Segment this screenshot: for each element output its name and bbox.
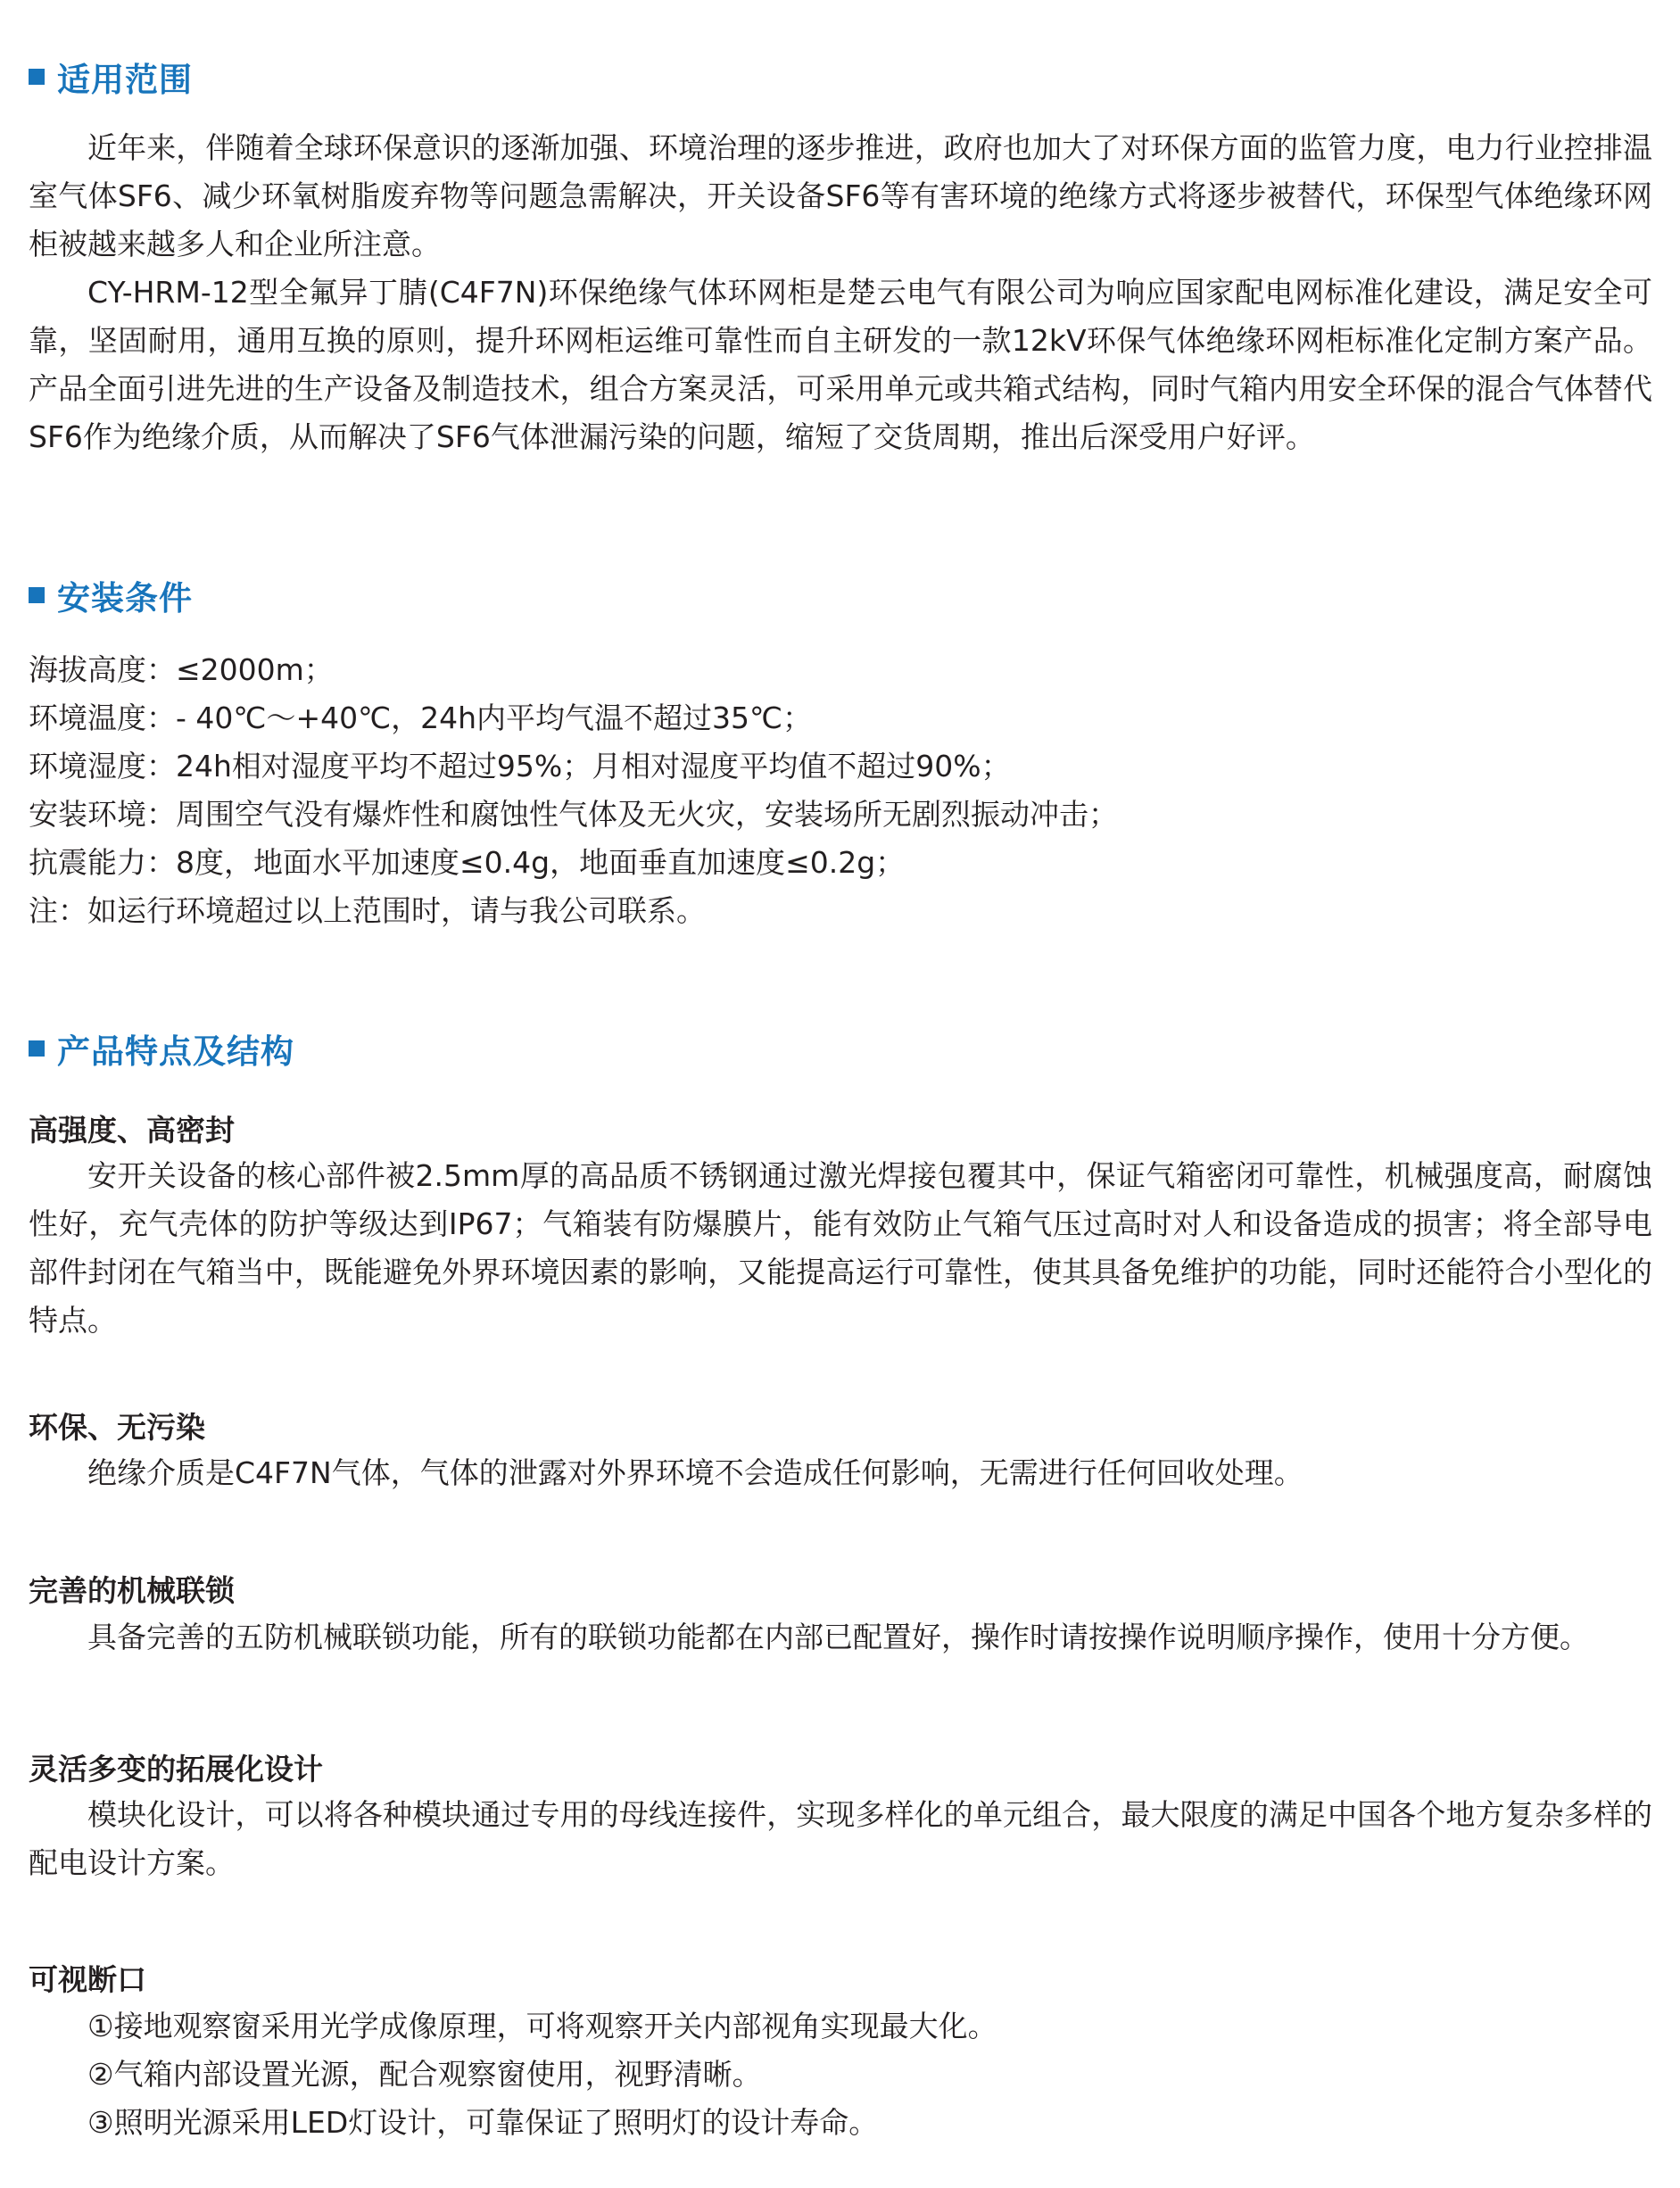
section-heading-install [29,568,193,622]
section-heading-text: 产品特点及结构 [57,1032,294,1071]
feature-body [29,1791,1652,1887]
feature-list-line: ②气箱内部设置光源，配合观察窗使用，视野清晰。 [87,2057,762,2092]
square-bullet-icon [29,1040,45,1057]
feature-body [29,2002,1652,2147]
install-condition-line: 环境温度：- 40℃～+40℃，24h内平均气温不超过35℃； [29,700,813,735]
feature-title: 环保、无污染 [29,1410,205,1445]
feature-text: 模块化设计，可以将各种模块通过专用的母线连接件，实现多样化的单元组合，最大限度的满足中国各个地方复杂多样的配电设计方案。 [29,1797,1652,1880]
square-bullet-icon [29,587,45,603]
feature-body [29,1152,1652,1345]
scope-body [29,124,1652,461]
install-conditions-list [29,646,1652,935]
square-bullet-icon [29,69,45,85]
feature-title: 完善的机械联锁 [29,1573,235,1608]
feature-list-line: ③照明光源采用LED灯设计，可靠保证了照明灯的设计寿命。 [87,2105,879,2140]
install-condition-line: 环境湿度：24h相对湿度平均不超过95%；月相对湿度平均值不超过90%； [29,749,1011,783]
feature-body [29,1613,1652,1662]
install-condition-line: 海拔高度：≤2000m； [29,652,334,687]
feature-text: 安开关设备的核心部件被2.5mm厚的高品质不锈钢通过激光焊接包覆其中，保证气箱密闭可靠性，机械强度高，耐腐蚀性好，充气壳体的防护等级达到IP67；气箱装有防爆膜片，能有效防止气箱气压过高时对人和设备造成的损害；将全部导电部件封闭在气箱当中，既能避免外界环境因素的影响，又能提高运行可靠性，使其具备免维护的功能，同时还能符合小型化的特点。 [29,1158,1652,1338]
section-heading-text: 适用范围 [57,61,193,99]
section-heading-scope [29,50,193,104]
scope-paragraph: 近年来，伴随着全球环保意识的逐渐加强、环境治理的逐步推进，政府也加大了对环保方面的监管力度，电力行业控排温室气体SF6、减少环氧树脂废弃物等问题急需解决，开关设备SF6等有害环境的绝缘方式将逐步被替代，环保型气体绝缘环网柜被越来越多人和企业所注意。 [29,130,1652,261]
install-condition-line: 抗震能力：8度，地面水平加速度≤0.4g，地面垂直加速度≤0.2g； [29,845,906,880]
feature-text: 绝缘介质是C4F7N气体，气体的泄露对外界环境不会造成任何影响，无需进行任何回收处理。 [87,1455,1303,1490]
feature-body [29,1449,1652,1497]
feature-title: 灵活多变的拓展化设计 [29,1752,323,1786]
feature-list-line: ①接地观察窗采用光学成像原理，可将观察开关内部视角实现最大化。 [87,2009,997,2043]
install-condition-line: 安装环境：周围空气没有爆炸性和腐蚀性气体及无火灾，安装场所无剧烈振动冲击； [29,797,1118,832]
section-heading-text: 安装条件 [57,579,193,617]
feature-text: 具备完善的五防机械联锁功能，所有的联锁功能都在内部已配置好，操作时请按操作说明顺序操作，使用十分方便。 [87,1620,1589,1654]
feature-title: 可视断口 [29,1962,146,1997]
section-heading-features [29,1022,294,1075]
scope-paragraph: CY-HRM-12型全氟异丁腈(C4F7N)环保绝缘气体环网柜是楚云电气有限公司为响应国家配电网标准化建设，满足安全可靠，坚固耐用，通用互换的原则，提升环网柜运维可靠性而自主研发的一款12kV环保气体绝缘环网柜标准化定制方案产品。产品全面引进先进的生产设备及制造技术，组合方案灵活，可采用单元或共箱式结构，同时气箱内用安全环保的混合气体替代SF6作为绝缘介质，从而解决了SF6气体泄漏污染的问题，缩短了交货周期，推出后深受用户好评。 [29,275,1652,454]
feature-title: 高强度、高密封 [29,1113,235,1148]
install-condition-line: 注：如运行环境超过以上范围时，请与我公司联系。 [29,893,706,928]
